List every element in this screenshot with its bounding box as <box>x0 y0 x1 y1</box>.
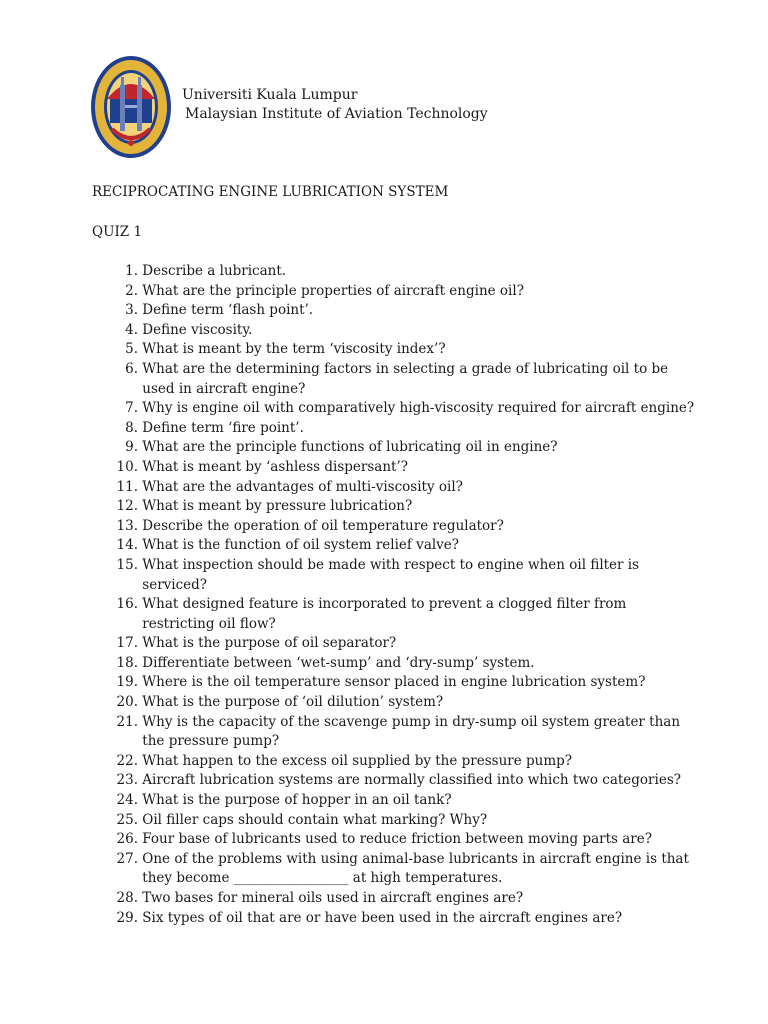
question-text: What are the principle properties of aircraft engine oil? <box>142 282 524 299</box>
question-item <box>108 595 698 634</box>
question-text: Why is the capacity of the scavenge pump in dry-sump oil system greater than the pressure pump? <box>142 713 681 750</box>
question-text: What is the purpose of hopper in an oil tank? <box>142 792 452 809</box>
question-item <box>108 752 698 772</box>
question-item <box>108 517 698 537</box>
question-number: 20. <box>116 694 138 711</box>
question-number: 12. <box>116 498 138 515</box>
question-item <box>108 654 698 674</box>
question-text: What is the function of oil system relief valve? <box>142 537 460 554</box>
question-item <box>108 340 698 360</box>
question-number: 22. <box>116 752 138 769</box>
question-number: 13. <box>116 517 138 534</box>
question-item <box>108 693 698 713</box>
question-item <box>108 360 698 399</box>
document-title: RECIPROCATING ENGINE LUBRICATION SYSTEM <box>92 184 449 200</box>
question-item <box>108 909 698 929</box>
question-item <box>108 458 698 478</box>
question-number: 3. <box>125 302 138 319</box>
question-item <box>108 830 698 850</box>
question-text: What is meant by ‘ashless dispersant’? <box>142 458 408 475</box>
question-text: Four base of lubricants used to reduce friction between moving parts are? <box>142 831 652 848</box>
question-text: Describe the operation of oil temperature regulator? <box>142 517 504 534</box>
question-list <box>108 262 698 928</box>
question-number: 6. <box>125 360 138 377</box>
question-number: 17. <box>116 635 138 652</box>
question-number: 10. <box>116 458 138 475</box>
question-item <box>108 673 698 693</box>
question-number: 8. <box>125 419 138 436</box>
question-text: Define term ‘fire point’. <box>142 419 304 436</box>
question-item <box>108 536 698 556</box>
question-number: 11. <box>116 478 138 495</box>
question-number: 4. <box>125 321 138 338</box>
university-name: Universiti Kuala Lumpur <box>182 87 358 103</box>
question-number: 18. <box>116 654 138 671</box>
question-number: 7. <box>125 400 138 417</box>
question-text: What are the principle functions of lubricating oil in engine? <box>142 439 558 456</box>
question-text: Where is the oil temperature sensor placed in engine lubrication system? <box>142 674 646 691</box>
question-number: 23. <box>116 772 138 789</box>
question-item <box>108 282 698 302</box>
question-text: Define viscosity. <box>142 321 253 338</box>
question-number: 9. <box>125 439 138 456</box>
question-item <box>108 811 698 831</box>
question-number: 26. <box>116 831 138 848</box>
question-text: What is the purpose of ‘oil dilution’ system? <box>142 694 444 711</box>
question-number: 24. <box>116 792 138 809</box>
institute-name: Malaysian Institute of Aviation Technology <box>185 106 488 122</box>
question-item <box>108 556 698 595</box>
question-item <box>108 419 698 439</box>
question-number: 15. <box>116 556 138 573</box>
question-number: 27. <box>116 850 138 867</box>
question-text: Differentiate between ‘wet-sump’ and ‘dry-sump’ system. <box>142 654 535 671</box>
question-text: What designed feature is incorporated to prevent a clogged filter from restricting oil flow? <box>142 596 627 632</box>
question-text: What is the purpose of oil separator? <box>142 635 397 652</box>
question-number: 28. <box>116 890 138 906</box>
quiz-label: QUIZ 1 <box>92 224 143 240</box>
question-number: 14. <box>116 537 138 554</box>
question-number: 16. <box>116 596 138 613</box>
question-number: 25. <box>116 811 138 828</box>
question-text: What is meant by the term ‘viscosity index’? <box>142 341 446 358</box>
question-text: Define term ‘flash point’. <box>142 302 314 319</box>
question-text: Six types of oil that are or have been used in the aircraft engines are? <box>142 909 623 926</box>
question-text: Describe a lubricant. <box>142 263 287 279</box>
question-text: Two bases for mineral oils used in aircraft engines are? <box>142 890 524 906</box>
question-item <box>108 889 698 909</box>
question-number: 5. <box>125 341 138 358</box>
question-item <box>108 497 698 517</box>
question-number: 19. <box>116 674 138 691</box>
question-text: One of the problems with using animal-base lubricants in aircraft engine is that they become _________________ at high temperatures. <box>142 850 689 887</box>
question-text: Aircraft lubrication systems are normally classified into which two categories? <box>142 772 681 789</box>
question-text: Oil filler caps should contain what marking? Why? <box>142 811 488 828</box>
question-item <box>108 771 698 791</box>
question-item <box>108 713 698 752</box>
question-text: What inspection should be made with respect to engine when oil filter is serviced? <box>142 556 640 593</box>
question-item <box>108 301 698 321</box>
question-text: What are the advantages of multi-viscosity oil? <box>142 478 463 495</box>
question-text: What happen to the excess oil supplied by the pressure pump? <box>142 752 573 769</box>
question-item <box>108 791 698 811</box>
question-text: What is meant by pressure lubrication? <box>142 498 413 515</box>
question-number: 1. <box>125 263 138 279</box>
question-number: 2. <box>125 282 138 299</box>
question-number: 29. <box>116 909 138 926</box>
question-item <box>108 262 698 282</box>
unikl-crest-logo-icon <box>90 55 172 159</box>
question-item <box>108 438 698 458</box>
question-item <box>108 478 698 498</box>
institution-header <box>182 86 488 124</box>
question-item <box>108 399 698 419</box>
question-item <box>108 321 698 341</box>
question-text: What are the determining factors in selecting a grade of lubricating oil to be used in aircraft engine? <box>142 360 669 397</box>
question-number: 21. <box>116 713 138 730</box>
question-item <box>108 634 698 654</box>
question-item <box>108 850 698 889</box>
question-text: Why is engine oil with comparatively high-viscosity required for aircraft engine? <box>142 400 695 417</box>
